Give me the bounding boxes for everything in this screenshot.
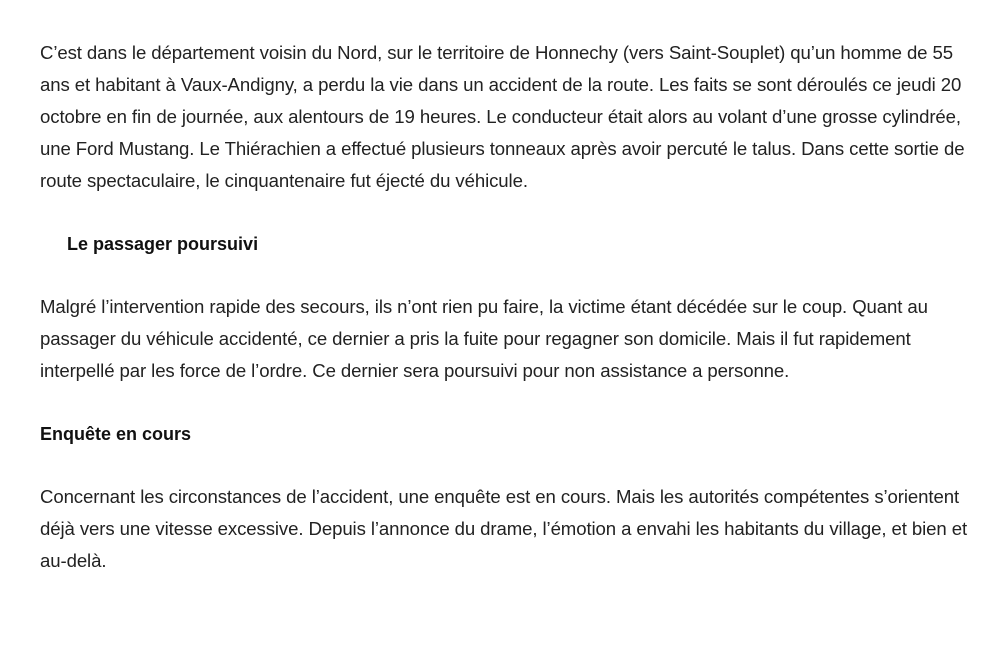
spacer xyxy=(40,387,985,418)
article-body xyxy=(40,37,985,577)
spacer xyxy=(40,260,985,291)
section-heading-enquete: Enquête en cours xyxy=(40,424,192,444)
section-heading-passager: Le passager poursuivi xyxy=(67,234,259,254)
spacer xyxy=(40,450,985,481)
spacer xyxy=(40,197,985,228)
article-paragraph-1: C’est dans le département voisin du Nord, sur le territoire de Honnechy (vers Saint-Souplet) qu’un homme de 55 ans et habitant à Vaux-Andigny, a perdu la vie dans un accident de la route. Les faits se sont déroulés ce jeudi 20 octobre en fin de journée, aux alentours de 19 heures. Le conducteur était alors au volant d’une grosse cylindrée, une Ford Mustang. Le Thiérachien a effectué plusieurs tonneaux après avoir percuté le talus. Dans cette sortie de route spectaculaire, le cinquantenaire fut éjecté du véhicule. xyxy=(40,42,965,191)
article-paragraph-3: Concernant les circonstances de l’accident, une enquête est en cours. Mais les autorités compétentes s’orientent déjà vers une vitesse excessive. Depuis l’annonce du drame, l’émotion a envahi les habitants du village, et bien et au-delà. xyxy=(40,486,968,571)
article-paragraph-2: Malgré l’intervention rapide des secours, ils n’ont rien pu faire, la victime étant décédée sur le coup. Quant au passager du véhicule accidenté, ce dernier a pris la fuite pour regagner son domicile. Mais il fut rapidement interpellé par les force de l’ordre. Ce dernier sera poursuivi pour non assistance a personne. xyxy=(40,296,928,381)
